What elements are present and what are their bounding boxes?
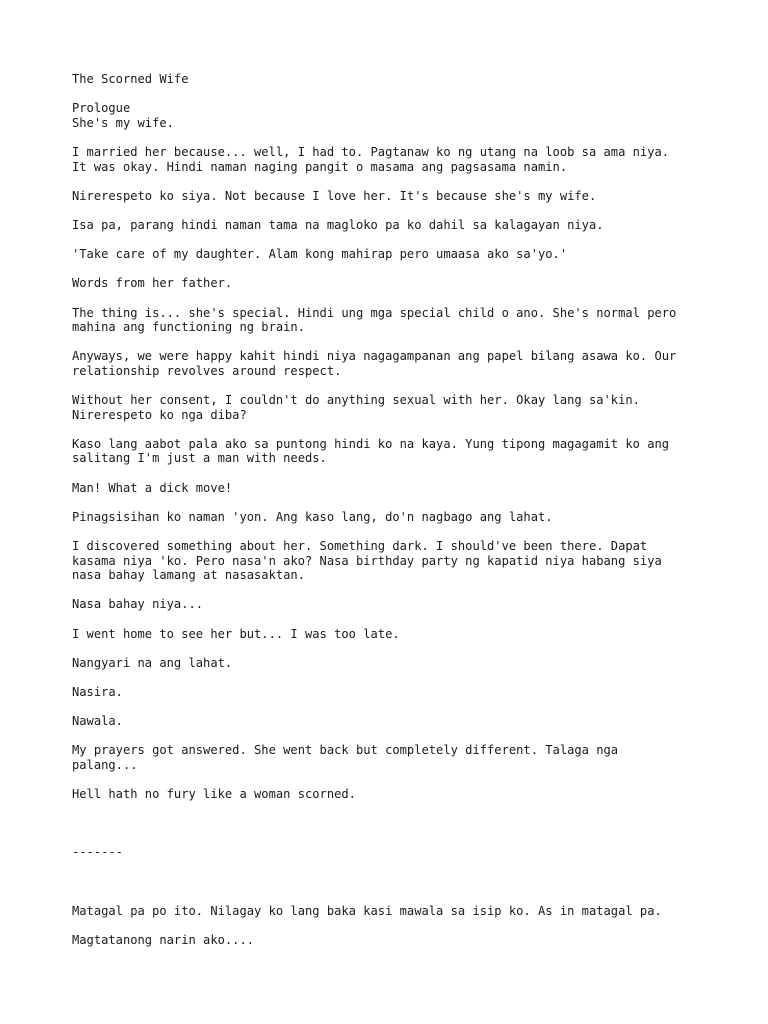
text-line: salitang I'm just a man with needs. xyxy=(72,451,327,466)
paragraph xyxy=(72,247,712,262)
paragraph xyxy=(72,787,712,802)
paragraph xyxy=(72,539,712,583)
paragraph xyxy=(72,393,712,422)
paragraph xyxy=(72,189,712,204)
story-body xyxy=(72,101,712,802)
text-line: I discovered something about her. Something dark. I should've been there. Dapat xyxy=(72,539,648,553)
text-line: She's my wife. xyxy=(72,115,174,130)
author-notes xyxy=(72,904,712,948)
paragraph xyxy=(72,218,712,233)
text-line: Matagal pa po ito. Nilagay ko lang baka kasi mawala sa isip ko. As in matagal pa. xyxy=(72,903,662,918)
text-line: Nirerespeto ko siya. Not because I love her. It's because she's my wife. xyxy=(72,188,597,203)
paragraph xyxy=(72,481,712,496)
text-line: mahina ang functioning ng brain. xyxy=(72,320,305,335)
text-line: I married her because... well, I had to. Pagtanaw ko ng utang na loob sa ama niya. xyxy=(72,144,670,159)
paragraph xyxy=(72,627,712,642)
text-line: Nasa bahay niya... xyxy=(72,597,204,612)
text-line: Isa pa, parang hindi naman tama na magloko pa ko dahil sa kalagayan niya. xyxy=(72,217,604,232)
text-line: Nirerespeto ko nga diba? xyxy=(72,407,247,422)
text-line: Without her consent, I couldn't do anything sexual with her. Okay lang sa'kin. xyxy=(72,393,640,408)
paragraph xyxy=(72,101,712,130)
story-title: The Scorned Wife xyxy=(72,72,189,86)
text-line: Kaso lang aabot pala ako sa puntong hindi ko na kaya. Yung tipong magagamit ko ang xyxy=(72,436,670,451)
text-line: Prologue xyxy=(72,101,131,116)
paragraph xyxy=(72,437,712,466)
paragraph xyxy=(72,276,712,291)
paragraph xyxy=(72,145,712,174)
text-line: Hell hath no fury like a woman scorned. xyxy=(72,787,356,802)
document-page xyxy=(72,72,712,948)
text-line: The thing is... she's special. Hindi ung mga special child o ano. She's normal pero xyxy=(72,305,677,320)
paragraph xyxy=(72,510,712,525)
section-separator: ------- xyxy=(72,845,123,860)
text-line: Nawala. xyxy=(72,714,123,729)
text-line: It was okay. Hindi naman naging pangit o masama ang pagsasama namin. xyxy=(72,159,568,174)
paragraph xyxy=(72,349,712,378)
paragraph xyxy=(72,656,712,671)
text-line: nasa bahay lamang at nasasaktan. xyxy=(72,568,305,583)
text-line: My prayers got answered. She went back but completely different. Talaga nga xyxy=(72,743,619,758)
text-line: 'Take care of my daughter. Alam kong mahirap pero umaasa ako sa'yo.' xyxy=(72,247,568,262)
text-line: Nangyari na ang lahat. xyxy=(72,655,233,670)
text-line: Pinagsisihan ko naman 'yon. Ang kaso lang, do'n nagbago ang lahat. xyxy=(72,509,553,524)
text-line: Words from her father. xyxy=(72,276,233,291)
paragraph xyxy=(72,743,712,772)
text-line: palang... xyxy=(72,757,138,772)
paragraph xyxy=(72,306,712,335)
author-note-paragraph xyxy=(72,904,712,919)
text-line: I went home to see her but... I was too late. xyxy=(72,626,400,641)
text-line: Nasira. xyxy=(72,684,123,699)
paragraph xyxy=(72,685,712,700)
author-note-paragraph xyxy=(72,933,712,948)
text-line: kasama niya 'ko. Pero nasa'n ako? Nasa birthday party ng kapatid niya habang siya xyxy=(72,553,662,568)
text-line: Man! What a dick move! xyxy=(72,480,233,495)
text-line: Magtatanong narin ako.... xyxy=(72,933,255,948)
text-line: Anyways, we were happy kahit hindi niya nagagampanan ang papel bilang asawa ko. Our xyxy=(72,349,677,364)
text-line: relationship revolves around respect. xyxy=(72,363,342,378)
paragraph xyxy=(72,597,712,612)
paragraph xyxy=(72,714,712,729)
